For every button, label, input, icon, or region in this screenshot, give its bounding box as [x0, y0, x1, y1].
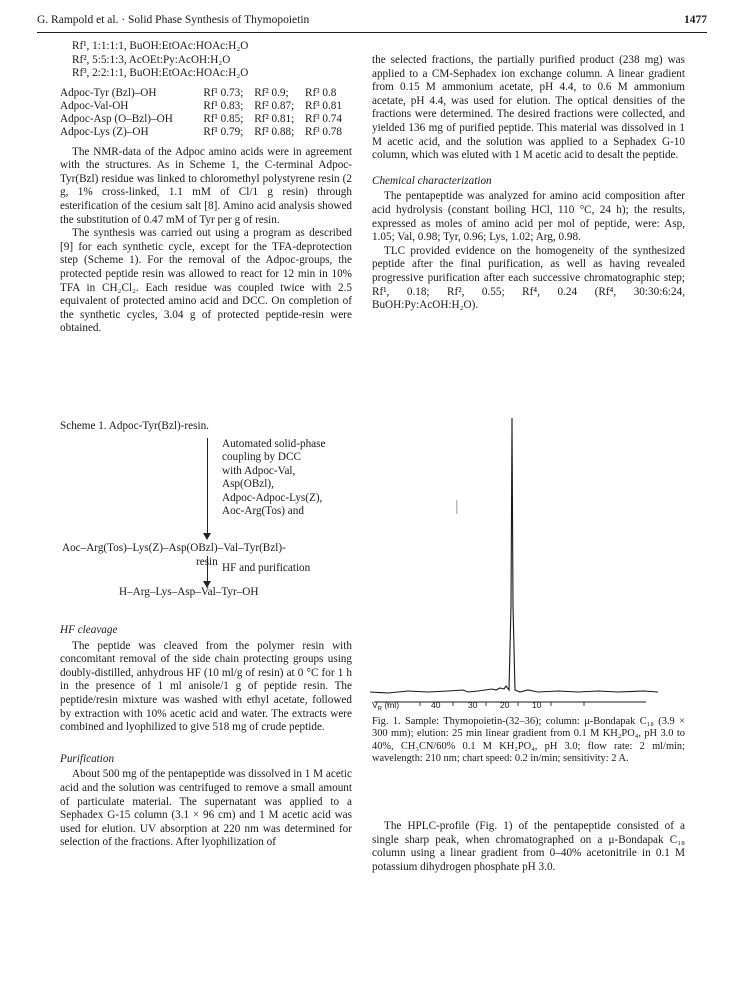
scheme-step-1-line: Automated solid-phase [222, 438, 326, 450]
scheme-step-2: HF and purification [222, 562, 311, 574]
rf2-value: Rf² 0.87; [254, 99, 295, 112]
section-heading-hf: HF cleavage [60, 624, 118, 636]
rf1-value: Rf¹ 0.85; [203, 113, 244, 126]
rf1-value: Rf¹ 0.83; [203, 99, 244, 112]
left-column-bottom [60, 612, 352, 850]
scheme-step-1 [222, 438, 325, 518]
rf3-value: Rf³ 0.8 [305, 86, 337, 99]
paragraph-ion-exchange: the selected fractions, the partially purified product (238 mg) was applied to a CM-Sephadex ion exchange column. A linear gradient from 0.15 M ammonium acetate, pH 4.4, to 0.6 M ammonium acetate, pH 4.4, was used for elution. The optical densities of the fractions were determined. The desired fractions were collected, and yielded 136 mg of purified peptide. This material was dissolved in 1 M acetic acid, and the solution was applied to a Sephadex G-10 column, which was eluted with 1 M acetic acid to desalt the peptide. [372, 54, 685, 162]
axis-symbol: V [372, 700, 378, 710]
right-column-bottom [372, 820, 685, 874]
figure-caption: Fig. 1. Sample: Thymopoietin-(32–36); column: μ-Bondapak C₁₈ (3.9 × 300 mm); elution: 25 min linear gradient from 0.1 M KH₂PO₄, pH 3.0 to 40%, CH₃CN/60% 0.1 M KH₂PO₄, pH 3.0; flow rate: 2 ml/min; wavelength: 210 nm; chart speed: 0.2 in/min; sensitivity: 2 A. [372, 716, 685, 765]
rf1-value: Rf¹ 0.79; [203, 126, 244, 139]
paragraph-amino-acid: The pentapeptide was analyzed for amino acid composition after acid hydrolysis (constant boiling HCl, 110 °C, 24 h); the results, expressed as moles of amino acid per mol of peptide, were: Asp, 1.05; Val, 0.98; Tyr, 0.96; Lys, 1.02; Arg, 0.98. [372, 190, 685, 244]
scheme-step-1-line: Asp(OBzl), [222, 478, 274, 491]
page-number: 1477 [684, 14, 707, 26]
x-axis-label [372, 700, 542, 713]
compound-name: Adpoc-Asp (O–Bzl)–OH [60, 113, 173, 126]
running-title: G. Rampold et al. · Solid Phase Synthesis of Thymopoietin [37, 14, 310, 26]
axis-unit: (ml) [384, 700, 400, 710]
tick-label: 10 [532, 700, 542, 710]
rf-system-3: Rf³, 2:2:1:1, BuOH:EtOAc:HOAc:H₂O [72, 67, 249, 80]
scheme-1-final [60, 556, 360, 606]
rf3-value: Rf³ 0.78 [305, 126, 342, 139]
paragraph-tlc: TLC provided evidence on the homogeneity of the synthesized peptide after the final purification, as well as having revealed progressive purification after each successive chromatographic step; Rf¹, 0.18; Rf², 0.55; Rf⁴, 0.24 (Rf⁴, 30:30:6:24, BuOH:Py:AcOH:H₂O). [372, 244, 685, 312]
scheme-step-1-line: Adpoc-Adpoc-Lys(Z), [222, 491, 323, 504]
right-column-top [372, 54, 685, 313]
paragraph-hf-cleavage: The peptide was cleaved from the polymer resin with concomitant removal of the side chain protecting groups using doubly-distilled, anhydrous HF (10 ml/g of resin) at 0 °C for 1 h in the presence of 1 ml anisole/1 g of peptide resin. The peptide/resin mixture was washed with ethyl acetate, followed by extraction with 10% acetic acid and water. The extracts were combined and lyophilized to give 518 mg of crude peptide. [60, 639, 352, 734]
rf-system-1: Rf¹, 1:1:1:1, BuOH:EtOAc:HOAc:H₂O [72, 40, 249, 52]
hplc-figure [368, 410, 688, 713]
table-row [60, 87, 352, 100]
paragraph-nmr: The NMR-data of the Adpoc amino acids were in agreement with the structures. As in Scheme 1, the C-terminal Adpoc-Tyr(Bzl) residue was linked to chloromethyl polystyrene resin (2 g, 1% cross-linked, 1.1 mM of Cl/1 g resin) through esterification of the cesium salt [8]. Amino acid analysis showed the substitution of 0.47 mM of Tyr per g of resin. [60, 145, 352, 226]
scheme-intermediate: Aoc–Arg(Tos)–Lys(Z)–Asp(OBzl)–Val–Tyr(Bzl)- [62, 542, 286, 554]
scheme-arrow-2-line [207, 556, 208, 582]
scheme-step-1-line: coupling by DCC [222, 451, 301, 464]
paragraph-purification: About 500 mg of the pentapeptide was dissolved in 1 M acetic acid and the solution was centrifuged to remove a small amount of particulate material. The supernatant was applied to a Sephadex G-15 column (3.1 × 96 cm) and 1 M acetic acid was used for elution. UV absorption at 220 nm was determined for selection of the fractions. After lyophilization of [60, 768, 352, 849]
chart-mark [456, 500, 458, 514]
rf-table [60, 87, 352, 140]
scheme-intermediate-resin: resin [196, 556, 218, 568]
hplc-chromatogram [368, 410, 688, 710]
compound-name: Adpoc-Tyr (Bzl)–OH [60, 86, 157, 99]
axis-symbol-subscript: R [377, 706, 383, 713]
tick-label: 40 [431, 700, 441, 710]
section-heading-chemical: Chemical characterization [372, 174, 492, 187]
scheme-arrow-1-head [203, 533, 211, 540]
compound-name: Adpoc-Lys (Z)–OH [60, 126, 149, 139]
scheme-arrow-1-line [207, 438, 208, 534]
left-column-top [60, 40, 352, 336]
rf1-value: Rf¹ 0.73; [203, 86, 244, 99]
table-row [60, 100, 352, 113]
tick-label: 30 [468, 700, 478, 710]
compound-name: Adpoc-Val-OH [60, 99, 129, 112]
rf2-value: Rf² 0.88; [254, 126, 295, 139]
tick-label: 20 [500, 700, 510, 710]
scheme-step-1-line: Aoc-Arg(Tos) and [222, 505, 304, 518]
table-row [60, 113, 352, 126]
rf2-value: Rf² 0.81; [254, 113, 295, 126]
rf2-value: Rf² 0.9; [254, 86, 289, 99]
header-rule [37, 32, 707, 33]
x-axis-ticks [388, 702, 584, 706]
rf3-value: Rf³ 0.74 [305, 113, 342, 126]
scheme-product: H–Arg–Lys–Asp–Val–Tyr–OH [119, 586, 259, 598]
paragraph-hplc-profile: The HPLC-profile (Fig. 1) of the pentapeptide consisted of a single sharp peak, when chromatographed on a μ-Bondapak C₁₈ column using a linear gradient from 0–40% acetonitrile in 0.1 M potassium dihydrogen phosphate pH 3.0. [372, 820, 685, 873]
section-heading-purification: Purification [60, 752, 115, 765]
chromatogram-trace [370, 418, 658, 693]
rf-system-2: Rf², 5:5:1:3, AcOEt:Py:AcOH:H₂O [72, 53, 231, 66]
rf3-value: Rf³ 0.81 [305, 99, 342, 112]
table-row [60, 126, 352, 139]
rf-systems [60, 40, 352, 81]
scheme-step-1-line: with Adpoc-Val, [222, 464, 296, 477]
paragraph-synthesis: The synthesis was carried out using a program as described [9] for each synthetic cycle, except for the TFA-deprotection step (Scheme 1). For the removal of the Adpoc-groups, the protected peptide resin was allowed to react for 12 min in 10% TFA in CH₂Cl₂. Each residue was coupled twice with 2.5 equivalent of protected amino acid and DCC. On completion of the synthetic cycles, 3.04 g of protected peptide-resin were obtained. [60, 227, 352, 335]
scheme-title: Scheme 1. Adpoc-Tyr(Bzl)-resin. [60, 420, 209, 432]
